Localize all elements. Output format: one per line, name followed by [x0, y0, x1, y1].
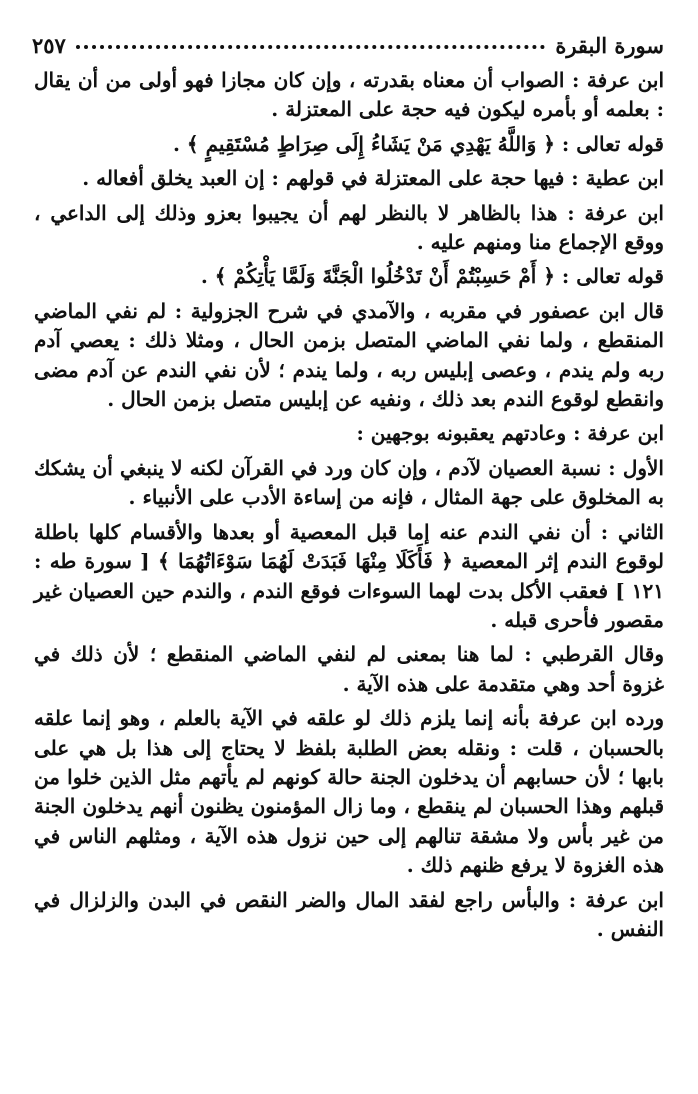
paragraph-second-point: الثاني : أن نفي الندم عنه إما قبل المعصية أو بعدها والأقسام كلها باطلة لوقوع الندم إثر المعصية ﴿ فَأَكَلَا مِنْهَا فَبَدَتْ لَهُمَا سَوْءَاتُهُمَا ﴾ [ سورة طه : ١٢١ ] فعقب الأكل بدت لهما السوءات فوقع الندم ، والندم حين العصيان غير مقصور فأحرى قبله .	[34, 519, 664, 632]
surah-title: سورة البقرة	[555, 32, 664, 58]
paragraph-ibn-arafa-1: ابن عرفة : الصواب أن معناه بقدرته ، وإن كان مجازا فهو أولى من أن يقال : بعلمه أو بأمره ليكون فيه حجة على المعتزلة .	[34, 68, 664, 122]
paragraph-qurtubi: وقال القرطبي : لما هنا بمعنى لم لنفي الماضي المنقطع ؛ لأن ذلك في غزوة أحد وهي متقدمة على هذه الآية .	[34, 642, 664, 696]
paragraph-first-point: الأول : نسبة العصيان لآدم ، وإن كان ورد في القرآن لكنه لا ينبغي أن يشكك به المخلوق على جهة المثال ، فإنه من إساءة الأدب على الأنبياء .	[34, 455, 664, 510]
page-header	[26, 28, 670, 62]
page-number: ٢٥٧	[32, 32, 66, 58]
paragraph-verse-2: قوله تعالى : ﴿ أَمْ حَسِبْتُمْ أَنْ تَدْخُلُوا الْجَنَّةَ وَلَمَّا يَأْتِكُمْ ﴾ .	[200, 264, 664, 289]
paragraph-ibn-usfur: قال ابن عصفور في مقربه ، والآمدي في شرح الجزولية : لم نفي الماضي المنقطع ، ولما نفي الماضي المتصل بزمن الحال ، ومثلا ذلك : يعصي آدم ربه ولم يندم ، وعصى إبليس ربه ، ولما يندم ؛ لأن نفي الندم عن آدم مضى وانقطع لوقوع الندم بعد ذلك ، ونفيه عن إبليس متصل بزمن الحال .	[34, 298, 664, 412]
paragraph-ibn-arafa-3: ابن عرفة : وعادتهم يعقبونه بوجهين :	[356, 421, 664, 446]
paragraph-rebuttal: ورده ابن عرفة بأنه إنما يلزم ذلك لو علقه في الآية بالعلم ، وهو إنما علقه بالحسبان ، قلت : ونقله بعض الطلبة بلفظ لا يحتاج إلى هذا بل هي على بابها ؛ لأن حسابهم أن يدخلون الجنة حالة كونهم لم يأتهم مثل الذين خلوا من قبلهم وهذا الحسبان لم ينقطع ، وما زال المؤمنون يظنون أنهم يدخلون الجنة من غير بأس ولا مشقة تنالهم إلى حين نزول هذه الآية ، ومثلهم الناس في هذه الغزوة لا يرفع ظنهم ذلك .	[34, 706, 664, 878]
paragraph-ibn-atiyya: ابن عطية : فيها حجة على المعتزلة في قولهم : إن العبد يخلق أفعاله .	[82, 166, 664, 191]
paragraph-ibn-arafa-2: ابن عرفة : هذا بالظاهر لا بالنظر لهم أن يجيبوا بعزو وذلك إلى الداعي ، ووقع الإجماع منا ومنهم عليه .	[34, 200, 664, 255]
paragraph-verse-1: قوله تعالى : ﴿ وَاللَّهُ يَهْدِي مَنْ يَشَاءُ إِلَى صِرَاطٍ مُسْتَقِيمٍ ﴾ .	[173, 131, 664, 156]
header-dotted-rule	[76, 45, 545, 49]
paragraph-ibn-arafa-4: ابن عرفة : والبأس راجع لفقد المال والضر النقص في البدن والزلزال في النفس .	[34, 887, 664, 941]
page-body	[34, 66, 664, 944]
